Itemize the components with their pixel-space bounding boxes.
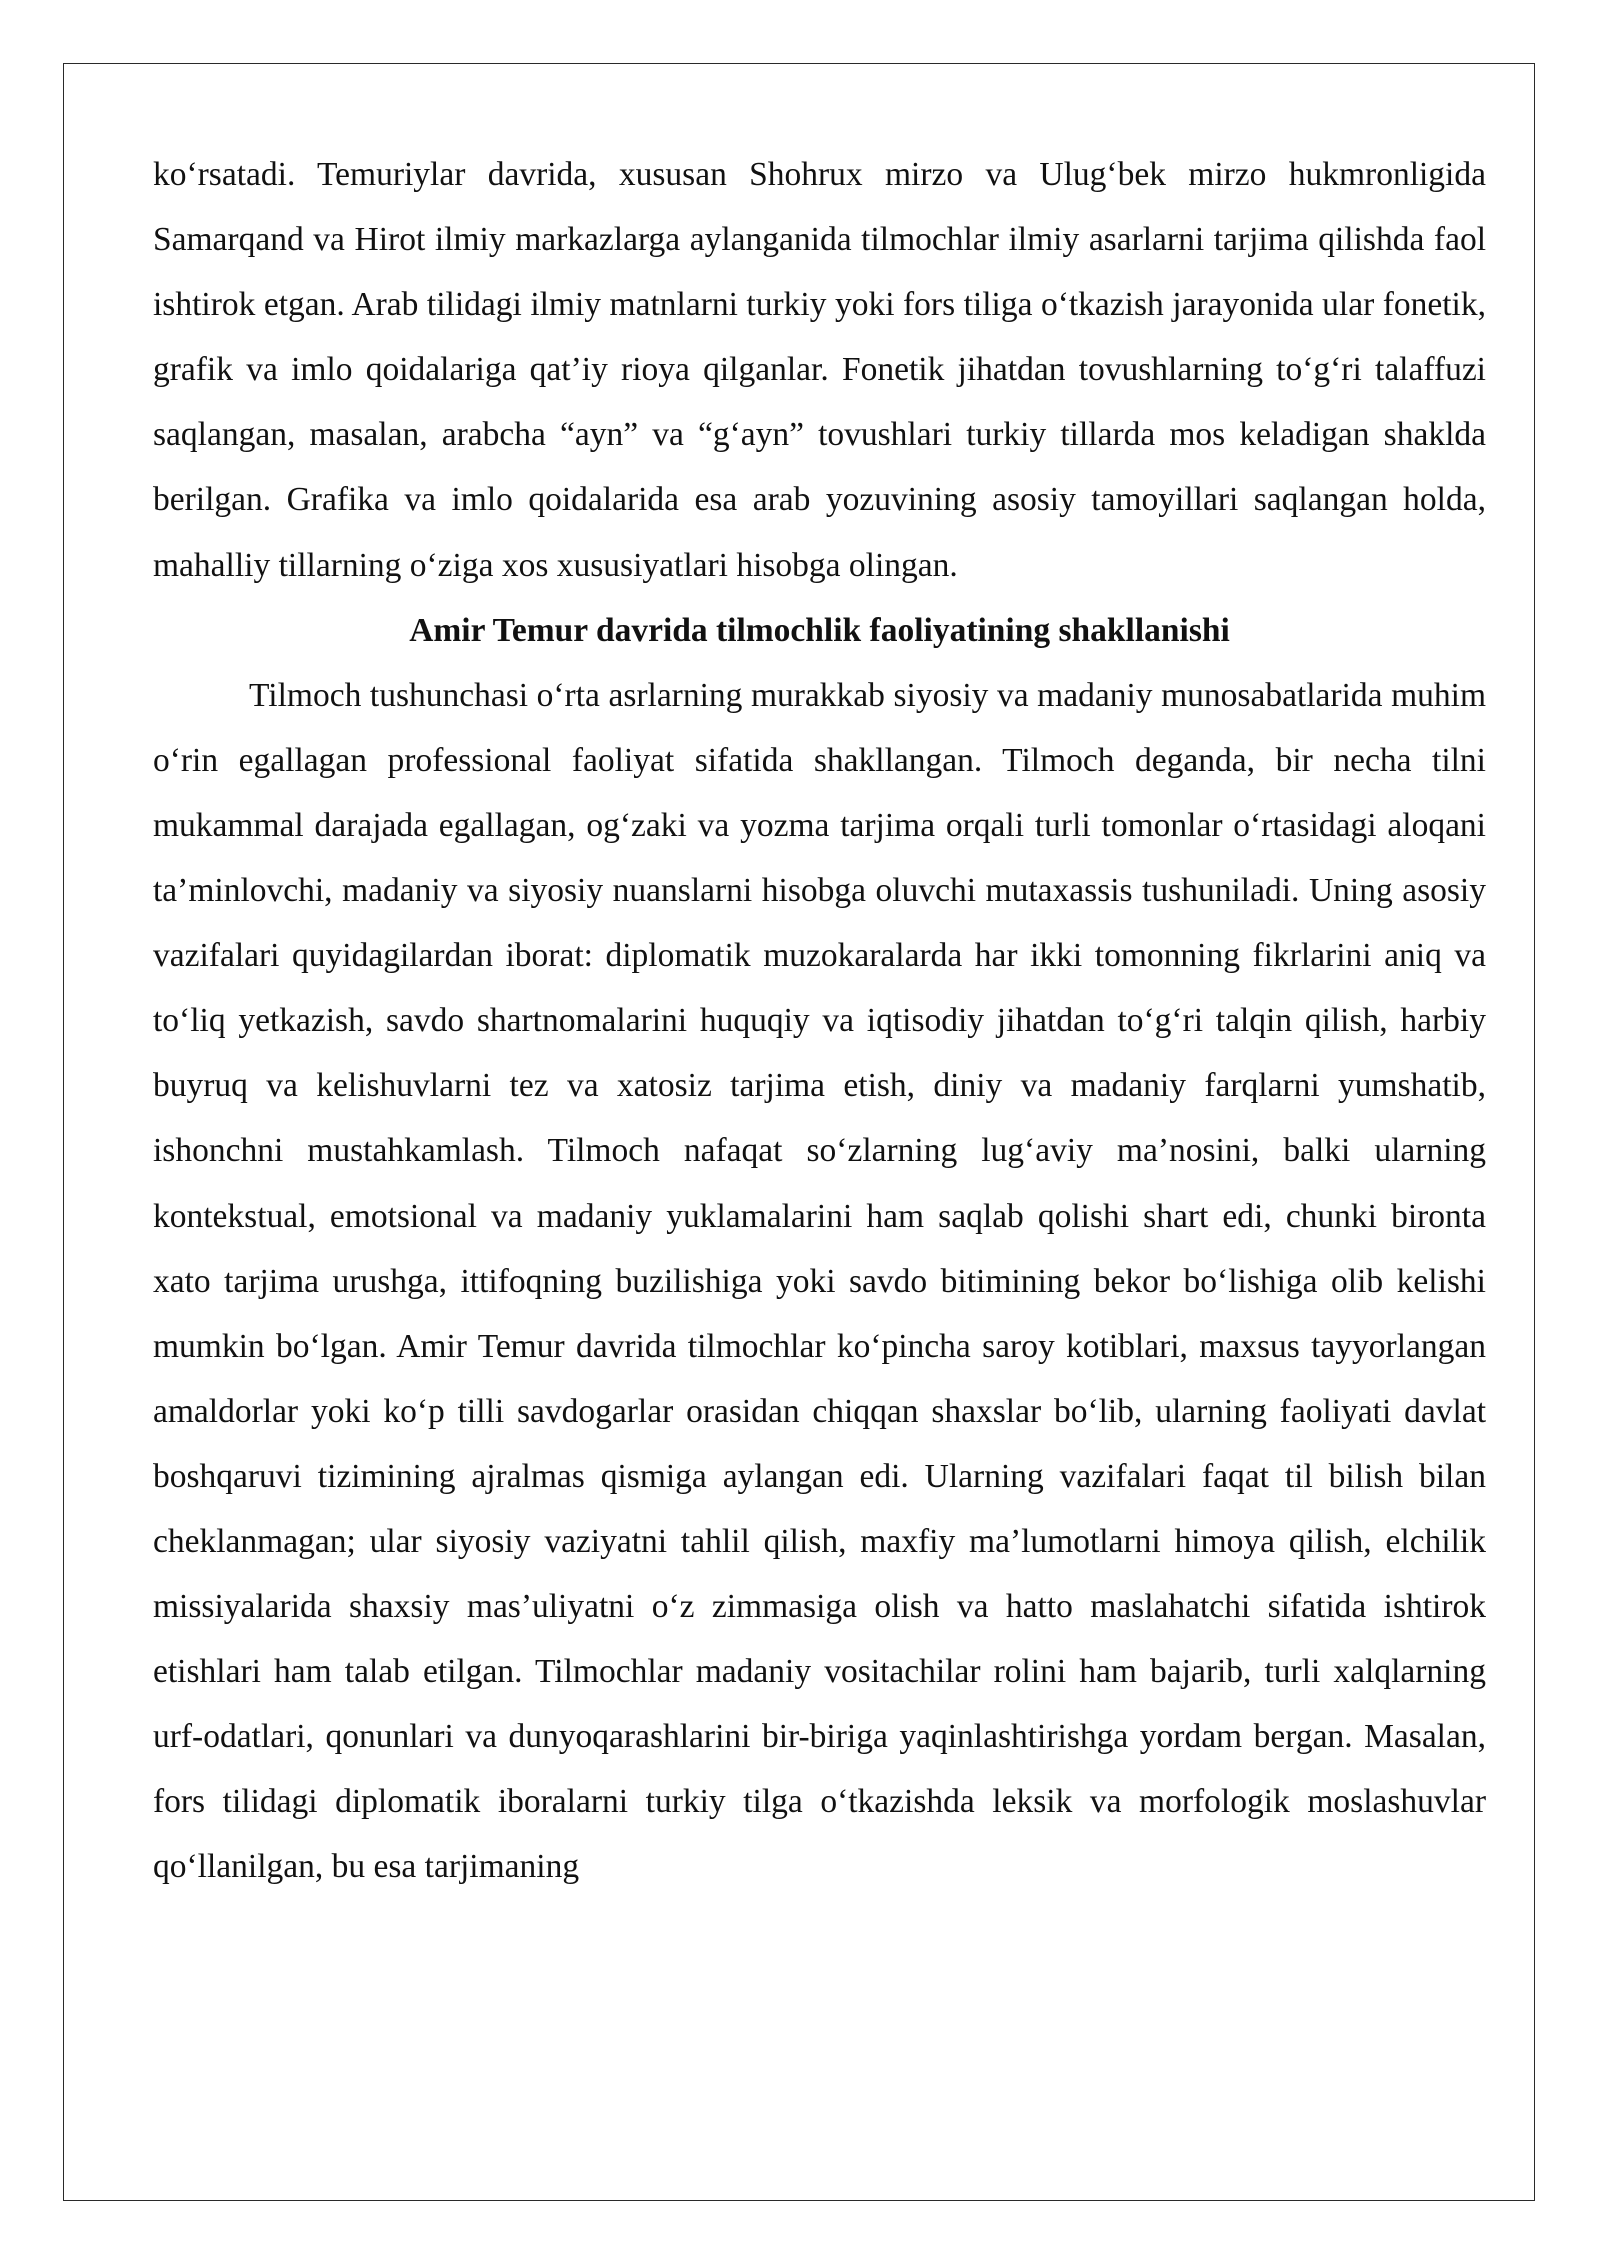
body-paragraph-intro: ko‘rsatadi. Temuriylar davrida, xususan Shohrux mirzo va Ulug‘bek mirzo hukmronligida Samarqand va Hirot ilmiy markazlarga aylanganida tilmochlar ilmiy asarlarni tarjima qilishda faol ishtirok etgan. Arab tilidagi ilmiy matnlarni turkiy yoki fors tiliga o‘tkazish jarayonida ular fonetik, grafik va imlo qoidalariga qat’iy rioya qilganlar. Fonetik jihatdan tovushlarning to‘g‘ri talaffuzi saqlangan, masalan, arabcha “ayn” va “g‘ayn” tovushlari turkiy tillarda mos keladigan shaklda berilgan. Grafika va imlo qoidalarida esa arab yozuvining asosiy tamoyillari saqlangan holda, mahalliy tillarning o‘ziga xos xususiyatlari hisobga olingan.	[153, 156, 1486, 584]
section-heading: Amir Temur davrida tilmochlik faoliyatining shakllanishi	[409, 611, 1230, 649]
page-content	[153, 142, 1486, 1900]
body-paragraph-main: Tilmoch tushunchasi o‘rta asrlarning murakkab siyosiy va madaniy munosabatlarida muhim o‘rin egallagan professional faoliyat sifatida shakllangan. Tilmoch deganda, bir necha tilni mukammal darajada egallagan, og‘zaki va yozma tarjima orqali turli tomonlar o‘rtasidagi aloqani ta’minlovchi, madaniy va siyosiy nuanslarni hisobga oluvchi mutaxassis tushuniladi. Uning asosiy vazifalari quyidagilardan iborat: diplomatik muzokaralarda har ikki tomonning fikrlarini aniq va to‘liq yetkazish, savdo shartnomalarini huquqiy va iqtisodiy jihatdan to‘g‘ri talqin qilish, harbiy buyruq va kelishuvlarni tez va xatosiz tarjima etish, diniy va madaniy farqlarni yumshatib, ishonchni mustahkamlash. Tilmoch nafaqat so‘zlarning lug‘aviy ma’nosini, balki ularning kontekstual, emotsional va madaniy yuklamalarini ham saqlab qolishi shart edi, chunki bironta xato tarjima urushga, ittifoqning buzilishiga yoki savdo bitimining bekor bo‘lishiga olib kelishi mumkin bo‘lgan. Amir Temur davrida tilmochlar ko‘pincha saroy kotiblari, maxsus tayyorlangan amaldorlar yoki ko‘p tilli savdogarlar orasidan chiqqan shaxslar bo‘lib, ularning faoliyati davlat boshqaruvi tizimining ajralmas qismiga aylangan edi. Ularning vazifalari faqat til bilish bilan cheklanmagan; ular siyosiy vaziyatni tahlil qilish, maxfiy ma’lumotlarni himoya qilish, elchilik missiyalarida shaxsiy mas’uliyatni o‘z zimmasiga olish va hatto maslahatchi sifatida ishtirok etishlari ham talab etilgan. Tilmochlar madaniy vositachilar rolini ham bajarib, turli xalqlarning urf-odatlari, qonunlari va dunyoqarashlarini bir-biriga yaqinlashtirishga yordam bergan. Masalan, fors tilidagi diplomatik iboralarni turkiy tilga o‘tkazishda leksik va morfologik moslashuvlar qo‘llanilgan, bu esa tarjimaning	[153, 676, 1486, 1886]
